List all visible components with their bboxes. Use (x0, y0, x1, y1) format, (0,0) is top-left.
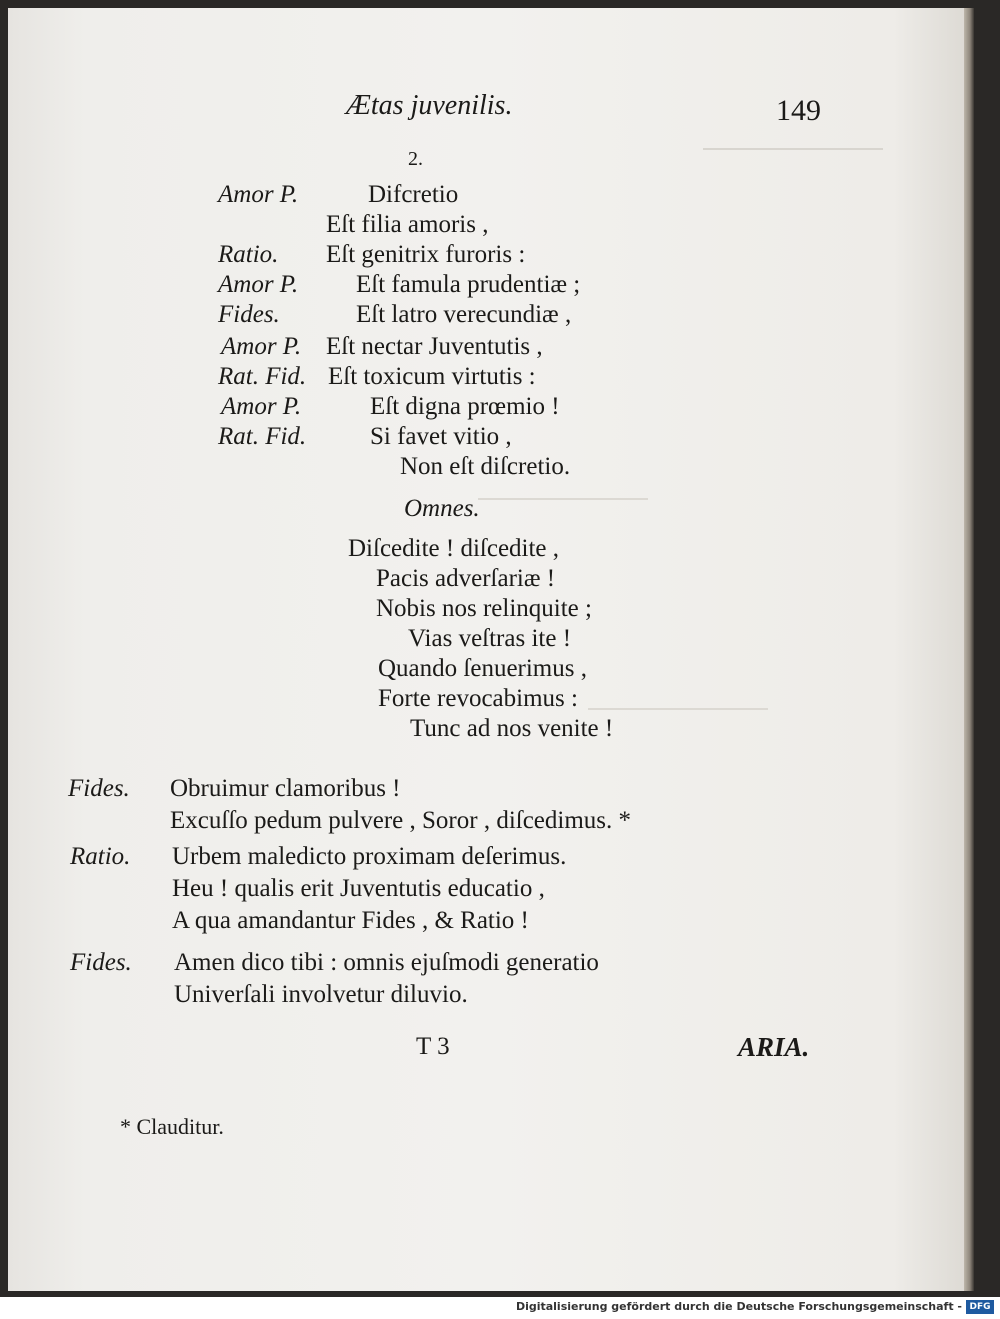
speaker-label: Amor P. (221, 333, 302, 360)
speaker-label: Amor P. (221, 393, 302, 420)
verse-line: Eſt digna prœmio ! (370, 393, 560, 420)
running-title: Ætas juvenilis. (346, 90, 513, 121)
digitization-footer (0, 1297, 1000, 1319)
book-page (8, 8, 970, 1291)
speaker-label: Fides. (218, 301, 280, 328)
speaker-label: Rat. Fid. (218, 363, 307, 390)
verse-line: Eſt genitrix furoris : (326, 241, 526, 268)
verse-line: Eſt toxicum virtutis : (328, 363, 536, 390)
verse-line: Si favet vitio , (370, 423, 512, 450)
show-through-mark (703, 148, 883, 150)
chorus-line: Quando ſenuerimus , (378, 655, 587, 682)
verse-line: Difcretio (368, 181, 459, 208)
speaker-label: Rat. Fid. (218, 423, 307, 450)
chorus-line: Diſcedite ! diſcedite , (348, 535, 560, 562)
chorus-line: Forte revocabimus : (378, 685, 578, 712)
footnote: * Clauditur. (120, 1114, 224, 1139)
prose-line: Heu ! qualis erit Juventutis educatio , (172, 875, 545, 902)
verse-line: Eſt nectar Juventutis , (326, 333, 543, 360)
catchword: ARIA. (738, 1032, 810, 1062)
section-number: 2. (408, 148, 423, 170)
verse-line: Eſt filia amoris , (326, 211, 489, 238)
speaker-label: Fides. (70, 949, 132, 976)
prose-line: A qua amandantur Fides , & Ratio ! (172, 907, 529, 934)
speaker-label: Fides. (68, 775, 130, 802)
chorus-line: Pacis adverſariæ ! (376, 565, 556, 592)
show-through-mark (478, 498, 648, 500)
prose-line: Univerſali involvetur diluvio. (174, 981, 468, 1008)
chorus-line: Tunc ad nos venite ! (410, 715, 614, 742)
chorus-line: Vias veſtras ite ! (408, 625, 572, 652)
chorus-heading: Omnes. (404, 495, 480, 522)
show-through-mark (588, 708, 768, 710)
signature-mark: T 3 (416, 1033, 450, 1060)
verse-line: Eſt latro verecundiæ , (356, 301, 572, 328)
funding-credit: Digitalisierung gefördert durch die Deutsche Forschungsgemeinschaft - (515, 1300, 962, 1313)
speaker-label: Ratio. (70, 843, 131, 870)
prose-line: Urbem maledicto proximam deſerimus. (172, 843, 567, 870)
page-number: 149 (776, 94, 821, 127)
speaker-label: Amor P. (218, 181, 299, 208)
dfg-logo: DFG (966, 1300, 994, 1314)
speaker-label: Amor P. (218, 271, 299, 298)
prose-line: Amen dico tibi : omnis ejuſmodi generatio (174, 949, 599, 976)
verse-line: Eſt famula prudentiæ ; (356, 271, 581, 298)
page-edge (964, 8, 974, 1291)
chorus-line: Nobis nos relinquite ; (376, 595, 592, 622)
speaker-label: Ratio. (218, 241, 279, 268)
prose-line: Obruimur clamoribus ! (170, 775, 401, 802)
prose-line: Excuſſo pedum pulvere , Soror , diſcedimus. * (170, 807, 632, 834)
verse-line: Non eſt diſcretio. (400, 453, 571, 480)
